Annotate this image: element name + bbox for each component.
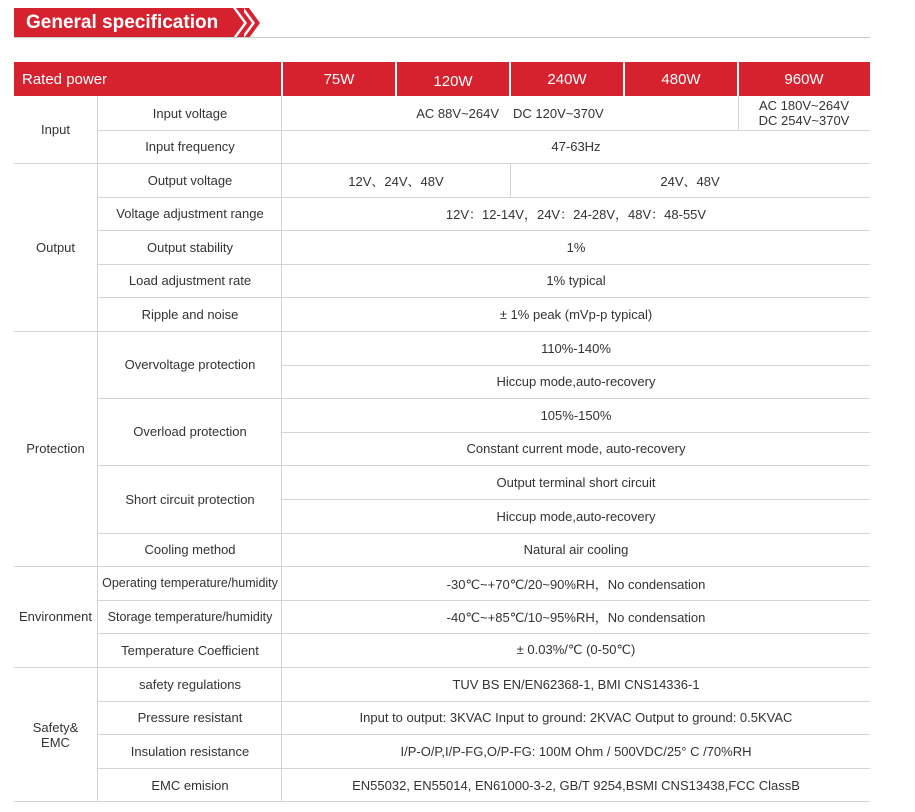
sub-row-divider xyxy=(282,499,870,500)
overload-value-mode: Constant current mode, auto-recovery xyxy=(466,441,686,456)
load-adjustment-value: 1% typical xyxy=(546,273,606,288)
row-label-ripple-noise: Ripple and noise xyxy=(141,306,239,322)
output-voltage-high-value: 24V、48V xyxy=(660,173,720,189)
row-label-voltage-adjustment: Voltage adjustment range xyxy=(116,206,264,221)
group-safety-line2: EMC xyxy=(41,734,70,750)
row-divider xyxy=(98,197,870,198)
overvoltage-value-range: 110%-140% xyxy=(541,340,611,356)
input-voltage-960w-dc: DC 254V~370V xyxy=(758,113,850,128)
short-circuit-value-mode: Hiccup mode,auto-recovery xyxy=(496,508,656,524)
column-divider xyxy=(738,96,739,130)
group-input: Input xyxy=(41,122,70,137)
overvoltage-value-mode: Hiccup mode,auto-recovery xyxy=(496,374,656,389)
group-divider xyxy=(14,566,870,567)
header-underline xyxy=(14,37,870,38)
row-label-storage-temp: Storage temperature/humidity xyxy=(107,609,273,624)
group-divider xyxy=(14,163,870,164)
row-label-output-voltage: Output voltage xyxy=(147,172,233,188)
row-label-pressure-resistant: Pressure resistant xyxy=(137,710,243,725)
row-divider xyxy=(98,264,870,265)
group-divider xyxy=(14,331,870,332)
row-divider xyxy=(98,533,870,534)
section-title: General specification xyxy=(26,12,219,33)
decorative-stripes-icon xyxy=(222,8,268,38)
row-divider xyxy=(98,734,870,735)
row-divider xyxy=(98,130,870,131)
header-separator xyxy=(737,62,739,96)
output-stability-value: 1% xyxy=(566,239,586,255)
row-label-insulation-resistance: Insulation resistance xyxy=(130,743,250,759)
row-divider xyxy=(98,633,870,634)
column-divider xyxy=(97,96,98,801)
emc-emission-value: EN55032, EN55014, EN61000-3-2, GB/T 9254,BSMI CNS13438,FCC ClassB xyxy=(352,777,800,793)
column-divider xyxy=(281,96,282,801)
column-divider xyxy=(510,163,511,197)
row-label-load-adjustment: Load adjustment rate xyxy=(128,273,252,288)
row-divider xyxy=(98,701,870,702)
row-label-overload: Overload protection xyxy=(133,424,247,439)
group-divider xyxy=(14,667,870,668)
section-header xyxy=(14,8,870,38)
insulation-resistance-value: I/P-O/P,I/P-FG,O/P-FG: 100M Ohm / 500VDC/25° C /70%RH xyxy=(400,743,752,759)
sub-row-divider xyxy=(282,432,870,433)
input-voltage-dc: DC 120V~370V xyxy=(513,105,604,121)
row-label-short-circuit: Short circuit protection xyxy=(125,491,255,507)
group-protection: Protection xyxy=(26,441,85,456)
spec-table xyxy=(14,62,870,802)
short-circuit-value-trigger: Output terminal short circuit xyxy=(496,474,656,490)
row-divider xyxy=(98,297,870,298)
sub-row-divider xyxy=(282,365,870,366)
input-voltage-ac: AC 88V~264V xyxy=(416,105,500,121)
power-240w-header: 240W xyxy=(510,62,624,96)
rated-power-header: Rated power xyxy=(14,62,282,96)
power-480w-header: 480W xyxy=(624,62,738,96)
row-label-input-voltage: Input voltage xyxy=(152,105,228,121)
overload-value-range: 105%-150% xyxy=(540,407,612,423)
row-divider xyxy=(98,398,870,399)
input-voltage-value xyxy=(282,96,738,130)
row-divider xyxy=(98,230,870,231)
power-120w-header: 120W xyxy=(396,62,510,96)
group-output: Output xyxy=(35,239,76,255)
row-divider xyxy=(98,600,870,601)
operating-temp-value: -30℃~+70℃/20~90%RH，No condensation xyxy=(446,576,706,592)
row-label-safety-regulations: safety regulations xyxy=(139,676,241,692)
input-frequency-value: 47-63Hz xyxy=(551,139,601,154)
group-safety-line1: Safety& xyxy=(32,719,79,735)
row-divider xyxy=(98,465,870,466)
header-separator xyxy=(395,62,397,96)
power-960w-header: 960W xyxy=(738,62,870,96)
section-title-tab xyxy=(14,8,244,38)
pressure-resistant-value: Input to output: 3KVAC Input to ground: 2KVAC Output to ground: 0.5KVAC xyxy=(359,710,793,725)
row-divider xyxy=(98,768,870,769)
header-separator xyxy=(281,62,283,96)
row-label-output-stability: Output stability xyxy=(147,239,233,255)
table-bottom-line xyxy=(14,801,870,802)
output-voltage-low-value: 12V、24V、48V xyxy=(348,173,444,189)
row-label-emc-emission: EMC emision xyxy=(151,777,229,793)
storage-temp-value: -40℃~+85℃/10~95%RH，No condensation xyxy=(446,610,706,625)
header-separator xyxy=(623,62,625,96)
group-safety-emc xyxy=(14,667,97,802)
temp-coefficient-value: ± 0.03%/℃ (0-50℃) xyxy=(516,642,636,657)
cooling-value: Natural air cooling xyxy=(523,542,629,557)
header-separator xyxy=(509,62,511,96)
safety-regulations-value: TUV BS EN/EN62368-1, BMI CNS14336-1 xyxy=(452,676,700,692)
input-voltage-960w-value xyxy=(738,96,870,130)
ripple-noise-value: ± 1% peak (mVp-p typical) xyxy=(499,306,653,322)
voltage-adjustment-value: 12V：12-14V，24V：24-28V，48V：48-55V xyxy=(445,207,707,222)
group-environment: Environment xyxy=(19,609,92,624)
row-label-operating-temp: Operating temperature/humidity xyxy=(102,576,278,590)
row-label-cooling: Cooling method xyxy=(144,542,236,557)
row-label-overvoltage: Overvoltage protection xyxy=(124,357,256,372)
row-label-input-frequency: Input frequency xyxy=(145,139,235,154)
power-75w-header: 75W xyxy=(282,62,396,96)
input-voltage-960w-ac: AC 180V~264V xyxy=(759,98,849,113)
row-label-temp-coefficient: Temperature Coefficient xyxy=(121,642,259,658)
